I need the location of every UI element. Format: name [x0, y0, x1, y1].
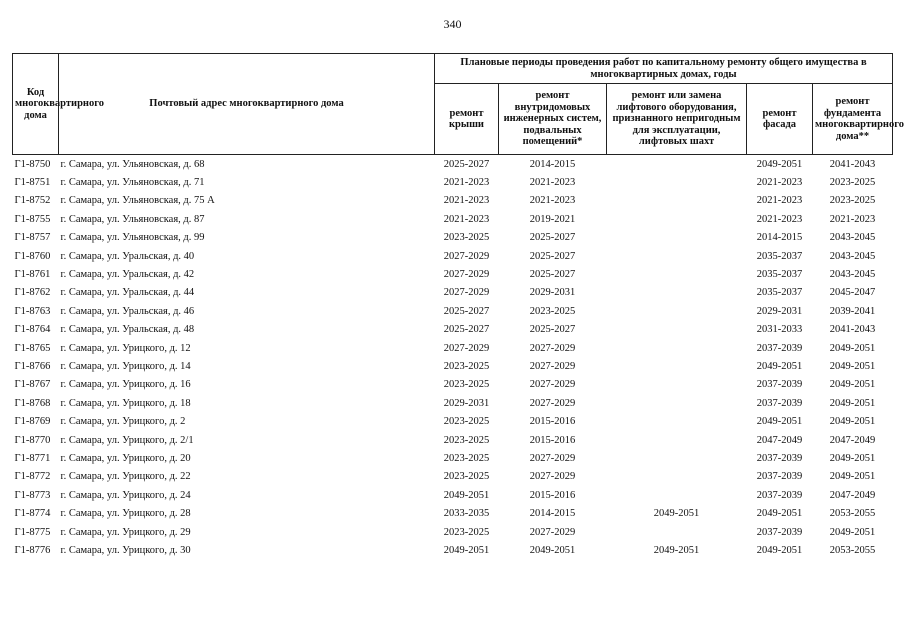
cell-foundation: 2023-2025 — [829, 177, 876, 189]
cell-elevator — [607, 247, 747, 265]
cell-address: г. Самара, ул. Ульяновская, д. 68 — [60, 158, 205, 170]
cell-roof: 2023-2025 — [443, 452, 490, 464]
header-address: Почтовый адрес многоквартирного дома — [59, 54, 435, 155]
cell-facade: 2037-2039 — [756, 397, 803, 409]
cell-facade: 2014-2015 — [756, 232, 803, 244]
cell-systems: 2025-2027 — [529, 250, 576, 262]
cell-code: Г1-8750 — [14, 158, 51, 170]
cell-elevator — [607, 155, 747, 174]
cell-roof: 2023-2025 — [443, 379, 490, 391]
cell-elevator — [607, 486, 747, 504]
cell-roof: 2023-2025 — [443, 526, 490, 538]
cell-roof: 2027-2029 — [443, 250, 490, 262]
cell-facade: 2037-2039 — [756, 489, 803, 501]
cell-elevator — [607, 192, 747, 210]
cell-address: г. Самара, ул. Уральская, д. 48 — [60, 324, 195, 336]
cell-roof: 2049-2051 — [443, 544, 490, 556]
cell-foundation: 2049-2051 — [829, 379, 876, 391]
cell-code: Г1-8772 — [14, 471, 51, 483]
capital-repair-table — [12, 53, 904, 560]
cell-foundation: 2053-2055 — [829, 508, 876, 520]
cell-address: г. Самара, ул. Урицкого, д. 30 — [60, 544, 191, 556]
cell-address: г. Самара, ул. Урицкого, д. 22 — [60, 471, 191, 483]
cell-roof: 2029-2031 — [443, 397, 490, 409]
cell-facade: 2047-2049 — [756, 434, 803, 446]
cell-foundation: 2049-2051 — [829, 526, 876, 538]
cell-code: Г1-8763 — [14, 305, 51, 317]
cell-address: г. Самара, ул. Ульяновская, д. 75 А — [60, 195, 215, 207]
cell-systems: 2029-2031 — [529, 287, 576, 299]
cell-elevator — [607, 302, 747, 320]
cell-address: г. Самара, ул. Ульяновская, д. 87 — [60, 213, 205, 225]
cell-code: Г1-8769 — [14, 416, 51, 428]
table-row — [13, 394, 893, 412]
cell-roof: 2025-2027 — [443, 305, 490, 317]
cell-facade: 2037-2039 — [756, 452, 803, 464]
cell-systems: 2014-2015 — [529, 508, 576, 520]
table-row — [13, 431, 893, 449]
table-row — [13, 302, 893, 320]
cell-facade: 2035-2037 — [756, 269, 803, 281]
table-row — [13, 321, 893, 339]
cell-elevator — [607, 339, 747, 357]
table-row — [13, 229, 893, 247]
cell-elevator — [607, 431, 747, 449]
cell-code: Г1-8770 — [14, 434, 51, 446]
cell-elevator — [607, 321, 747, 339]
page-number: 340 — [443, 17, 462, 31]
cell-roof: 2025-2027 — [443, 324, 490, 336]
cell-facade: 2021-2023 — [756, 213, 803, 225]
cell-foundation: 2049-2051 — [829, 397, 876, 409]
header-roof: ремонт крыши — [435, 84, 499, 155]
cell-elevator — [607, 284, 747, 302]
cell-facade: 2037-2039 — [756, 342, 803, 354]
table-row — [13, 412, 893, 430]
cell-code: Г1-8760 — [14, 250, 51, 262]
cell-elevator — [607, 229, 747, 247]
cell-address: г. Самара, ул. Урицкого, д. 16 — [60, 379, 191, 391]
cell-elevator — [607, 265, 747, 283]
cell-roof: 2033-2035 — [443, 508, 490, 520]
cell-facade: 2037-2039 — [756, 526, 803, 538]
cell-elevator: 2049-2051 — [653, 544, 700, 556]
table-row — [13, 504, 893, 522]
cell-address: г. Самара, ул. Урицкого, д. 14 — [60, 360, 191, 372]
cell-facade: 2049-2051 — [756, 360, 803, 372]
cell-code: Г1-8751 — [14, 177, 51, 189]
cell-systems: 2014-2015 — [529, 158, 576, 170]
table-row — [13, 376, 893, 394]
cell-foundation: 2039-2041 — [829, 305, 876, 317]
cell-systems: 2025-2027 — [529, 232, 576, 244]
cell-roof: 2027-2029 — [443, 287, 490, 299]
header-code: Код многоквартирного дома — [13, 54, 59, 155]
cell-systems: 2027-2029 — [529, 397, 576, 409]
cell-roof: 2023-2025 — [443, 434, 490, 446]
cell-foundation: 2023-2025 — [829, 195, 876, 207]
cell-facade: 2021-2023 — [756, 195, 803, 207]
cell-code: Г1-8757 — [14, 232, 51, 244]
cell-foundation: 2053-2055 — [829, 544, 876, 556]
table-row — [13, 173, 893, 191]
cell-foundation: 2049-2051 — [829, 471, 876, 483]
cell-roof: 2027-2029 — [443, 269, 490, 281]
cell-roof: 2021-2023 — [443, 213, 490, 225]
cell-elevator — [607, 412, 747, 430]
cell-systems: 2025-2027 — [529, 324, 576, 336]
table-row — [13, 468, 893, 486]
cell-address: г. Самара, ул. Уральская, д. 44 — [60, 287, 195, 299]
cell-elevator — [607, 523, 747, 541]
cell-foundation: 2021-2023 — [829, 213, 876, 225]
cell-systems: 2015-2016 — [529, 434, 576, 446]
cell-systems: 2025-2027 — [529, 269, 576, 281]
cell-code: Г1-8773 — [14, 489, 51, 501]
cell-facade: 2035-2037 — [756, 287, 803, 299]
cell-address: г. Самара, ул. Уральская, д. 46 — [60, 305, 195, 317]
cell-address: г. Самара, ул. Урицкого, д. 20 — [60, 452, 191, 464]
cell-systems: 2021-2023 — [529, 195, 576, 207]
cell-address: г. Самара, ул. Урицкого, д. 28 — [60, 508, 191, 520]
cell-foundation: 2043-2045 — [829, 232, 876, 244]
table-row — [13, 265, 893, 283]
cell-facade: 2029-2031 — [756, 305, 803, 317]
cell-elevator — [607, 173, 747, 191]
cell-code: Г1-8762 — [14, 287, 51, 299]
cell-code: Г1-8761 — [14, 269, 51, 281]
cell-systems: 2021-2023 — [529, 177, 576, 189]
cell-facade: 2031-2033 — [756, 324, 803, 336]
cell-address: г. Самара, ул. Урицкого, д. 24 — [60, 489, 191, 501]
cell-code: Г1-8771 — [14, 452, 51, 464]
cell-roof: 2023-2025 — [443, 232, 490, 244]
cell-code: Г1-8767 — [14, 379, 51, 391]
cell-systems: 2027-2029 — [529, 379, 576, 391]
cell-facade: 2049-2051 — [756, 544, 803, 556]
cell-code: Г1-8775 — [14, 526, 51, 538]
cell-address: г. Самара, ул. Ульяновская, д. 71 — [60, 177, 205, 189]
cell-facade: 2049-2051 — [756, 508, 803, 520]
cell-code: Г1-8755 — [14, 213, 51, 225]
cell-systems: 2027-2029 — [529, 342, 576, 354]
cell-code: Г1-8764 — [14, 324, 51, 336]
cell-systems: 2015-2016 — [529, 416, 576, 428]
table-row — [13, 449, 893, 467]
header-facade: ремонт фасада — [747, 84, 813, 155]
cell-address: г. Самара, ул. Урицкого, д. 2/1 — [60, 434, 194, 446]
cell-foundation: 2049-2051 — [829, 416, 876, 428]
cell-address: г. Самара, ул. Уральская, д. 42 — [60, 269, 195, 281]
cell-elevator — [607, 210, 747, 228]
cell-foundation: 2047-2049 — [829, 489, 876, 501]
table-row — [13, 486, 893, 504]
cell-facade: 2035-2037 — [756, 250, 803, 262]
table-row — [13, 284, 893, 302]
cell-elevator — [607, 357, 747, 375]
cell-address: г. Самара, ул. Урицкого, д. 2 — [60, 416, 186, 428]
cell-foundation: 2041-2043 — [829, 324, 876, 336]
cell-facade: 2049-2051 — [756, 158, 803, 170]
cell-systems: 2015-2016 — [529, 489, 576, 501]
cell-roof: 2049-2051 — [443, 489, 490, 501]
table-row — [13, 155, 893, 174]
cell-code: Г1-8752 — [14, 195, 51, 207]
cell-roof: 2023-2025 — [443, 471, 490, 483]
cell-address: г. Самара, ул. Урицкого, д. 12 — [60, 342, 191, 354]
cell-facade: 2037-2039 — [756, 379, 803, 391]
cell-roof: 2025-2027 — [443, 158, 490, 170]
table-row — [13, 541, 893, 559]
header-elevator: ремонт или замена лифтового оборудования, признанного непригодным для эксплуатации, лифтовых шахт — [607, 84, 747, 155]
table-row — [13, 192, 893, 210]
cell-code: Г1-8765 — [14, 342, 51, 354]
cell-address: г. Самара, ул. Ульяновская, д. 99 — [60, 232, 205, 244]
cell-elevator — [607, 376, 747, 394]
cell-code: Г1-8776 — [14, 544, 51, 556]
cell-foundation: 2049-2051 — [829, 452, 876, 464]
table-row — [13, 523, 893, 541]
cell-roof: 2027-2029 — [443, 342, 490, 354]
cell-foundation: 2047-2049 — [829, 434, 876, 446]
header-planned-periods: Плановые периоды проведения работ по капитальному ремонту общего имущества в многоквартирных домах, годы — [435, 54, 893, 84]
cell-address: г. Самара, ул. Урицкого, д. 29 — [60, 526, 191, 538]
cell-systems: 2027-2029 — [529, 452, 576, 464]
cell-systems: 2027-2029 — [529, 360, 576, 372]
table-body — [13, 155, 893, 560]
cell-foundation: 2049-2051 — [829, 360, 876, 372]
header-foundation: ремонт фундамента многоквартирного дома** — [813, 84, 893, 155]
cell-systems: 2023-2025 — [529, 305, 576, 317]
table-row — [13, 210, 893, 228]
cell-address: г. Самара, ул. Уральская, д. 40 — [60, 250, 195, 262]
cell-roof: 2023-2025 — [443, 416, 490, 428]
cell-roof: 2021-2023 — [443, 177, 490, 189]
cell-foundation: 2041-2043 — [829, 158, 876, 170]
cell-elevator — [607, 449, 747, 467]
cell-systems: 2027-2029 — [529, 526, 576, 538]
cell-systems: 2019-2021 — [529, 213, 576, 225]
cell-facade: 2049-2051 — [756, 416, 803, 428]
cell-code: Г1-8766 — [14, 360, 51, 372]
cell-systems: 2049-2051 — [529, 544, 576, 556]
header-systems: ремонт внутридомовых инженерных систем, подвальных помещений* — [499, 84, 607, 155]
cell-foundation: 2043-2045 — [829, 269, 876, 281]
cell-foundation: 2045-2047 — [829, 287, 876, 299]
cell-elevator: 2049-2051 — [653, 508, 700, 520]
cell-elevator — [607, 468, 747, 486]
cell-roof: 2021-2023 — [443, 195, 490, 207]
cell-foundation: 2049-2051 — [829, 342, 876, 354]
table-row — [13, 357, 893, 375]
cell-code: Г1-8768 — [14, 397, 51, 409]
table-row — [13, 247, 893, 265]
table-row — [13, 339, 893, 357]
cell-elevator — [607, 394, 747, 412]
cell-roof: 2023-2025 — [443, 360, 490, 372]
cell-address: г. Самара, ул. Урицкого, д. 18 — [60, 397, 191, 409]
cell-code: Г1-8774 — [14, 508, 51, 520]
cell-facade: 2037-2039 — [756, 471, 803, 483]
cell-foundation: 2043-2045 — [829, 250, 876, 262]
cell-facade: 2021-2023 — [756, 177, 803, 189]
cell-systems: 2027-2029 — [529, 471, 576, 483]
